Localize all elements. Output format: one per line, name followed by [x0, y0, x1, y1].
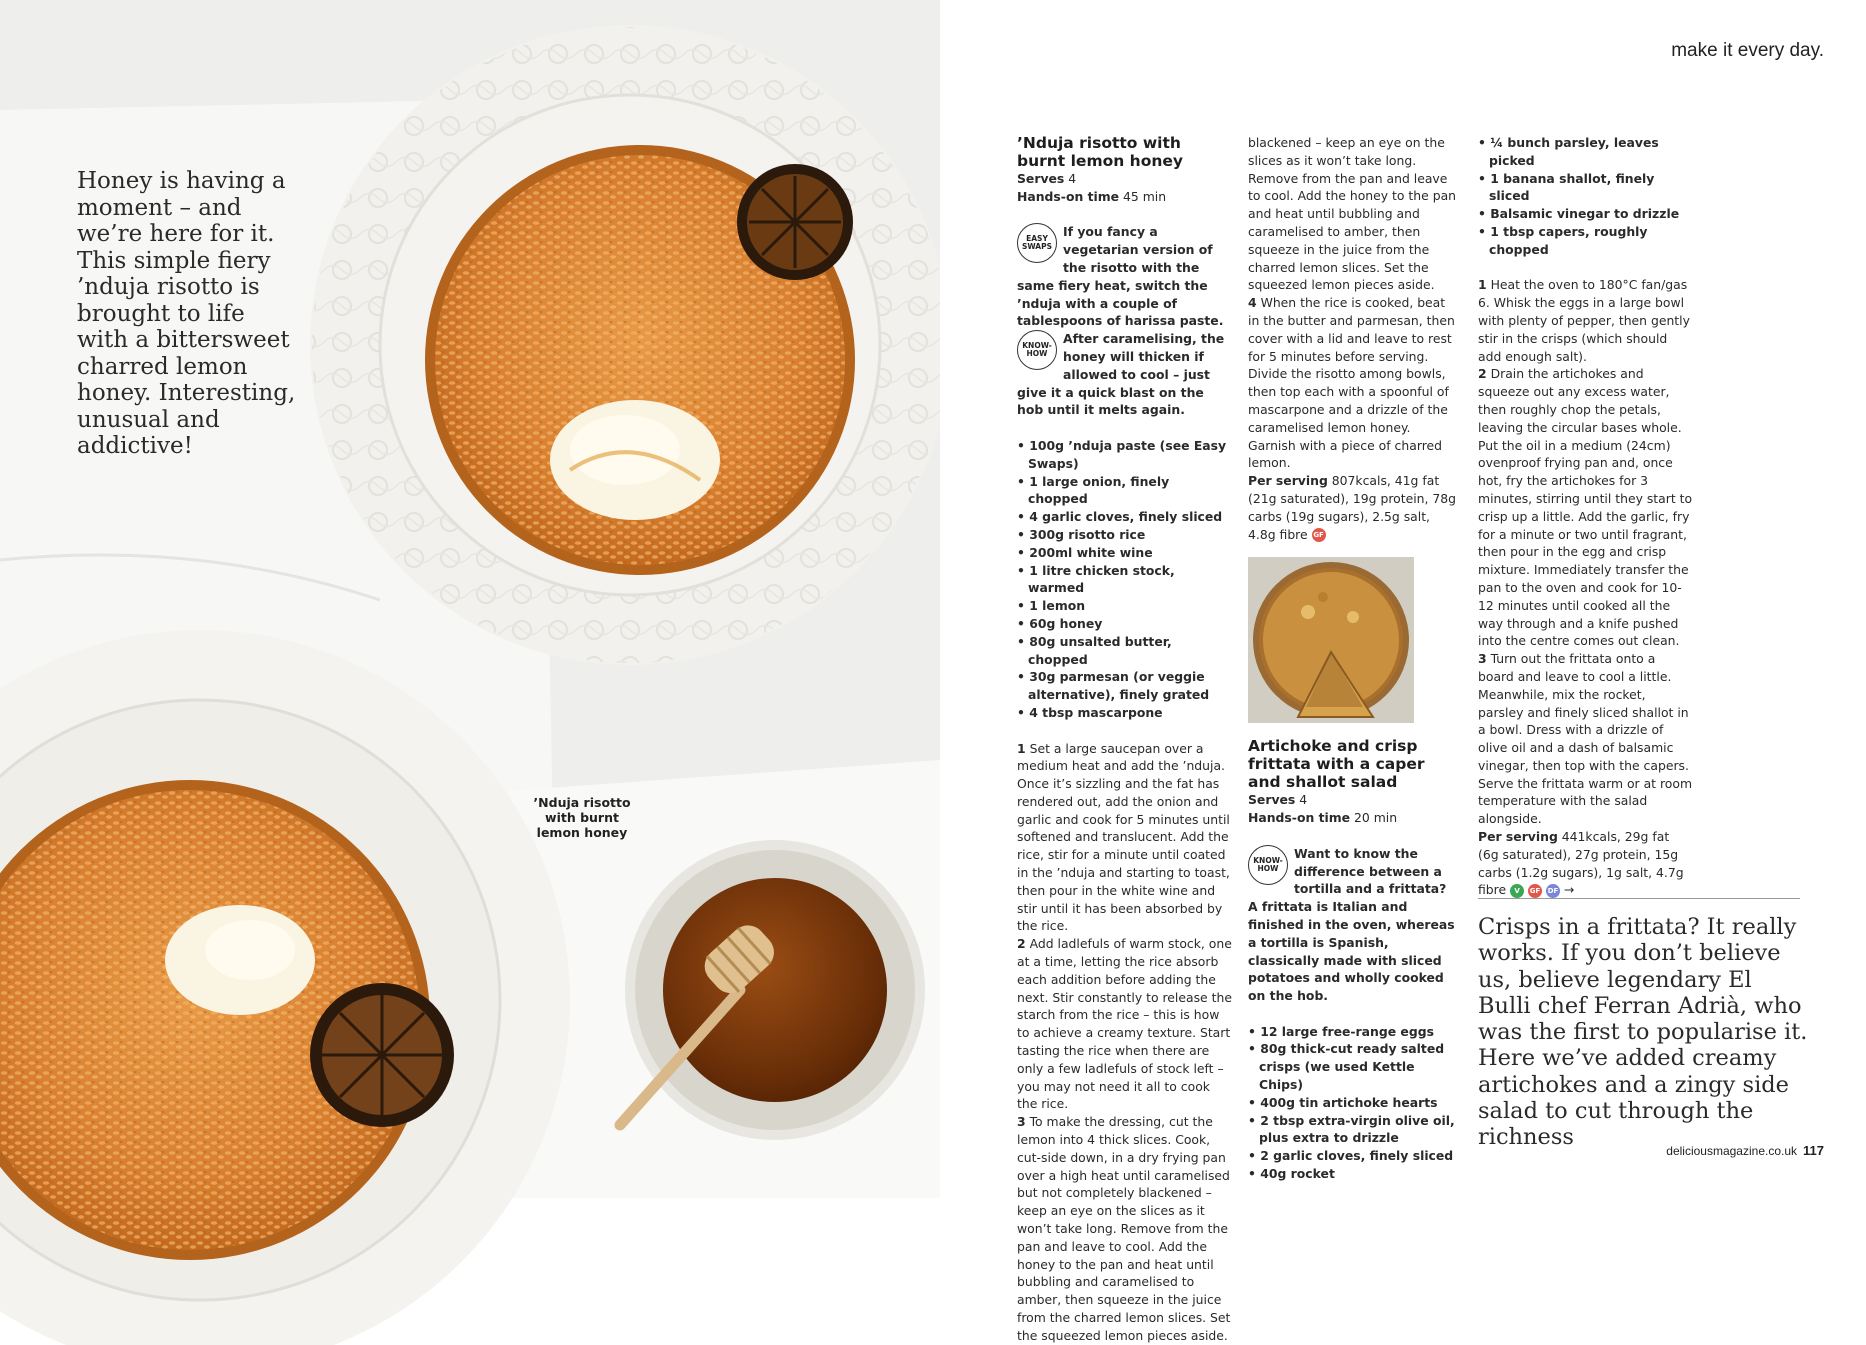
know-how-badge: KNOW-HOW	[1017, 330, 1057, 370]
recipe2-step-3	[1478, 650, 1693, 828]
step-text: Drain the artichokes and squeeze out any excess water, then roughly chop the petals, leaving the circular bases whole. Put the oil in a medium (24cm) ovenproof frying pan and, once hot, fry the artichokes for 3 minutes, stirring until they start to crisp up a little. Add the garlic, fry for a minute or two until fragrant, then pour in the egg and crisp mixture. Immediately transfer the pan to the oven and cook for 10-12 minutes until cooked all the way through and a knife pushed into the centre comes out clean.	[1478, 366, 1693, 649]
ingredient-item: • 2 garlic cloves, finely sliced	[1248, 1147, 1458, 1165]
page-number: 117	[1803, 1143, 1824, 1158]
column-3	[1478, 134, 1693, 899]
easy-swaps-text: If you fancy a vegetarian version of the risotto with the same fiery heat, switch the ’nduja with a couple of tablespoons of harissa paste.	[1017, 224, 1224, 329]
time-label: Hands-on time	[1248, 810, 1351, 826]
ingredient-item: • 80g thick-cut ready salted crisps (we used Kettle Chips)	[1248, 1040, 1458, 1093]
step-number: 2	[1478, 366, 1487, 382]
nutrition-label: Per serving	[1248, 473, 1328, 489]
time-value: 45 min	[1123, 188, 1167, 204]
recipe1-time	[1017, 188, 1232, 206]
ingredient-item: • 12 large free-range eggs	[1248, 1023, 1458, 1041]
page-footer	[1666, 1143, 1824, 1158]
recipe2-ingredients-continued	[1478, 134, 1693, 259]
recipe1-step-3	[1017, 1113, 1232, 1343]
ingredient-item: • 1 large onion, finely chopped	[1017, 473, 1232, 509]
frittata-photo	[1248, 557, 1414, 723]
ingredient-item: • 200ml white wine	[1017, 544, 1232, 562]
recipe2-time	[1248, 809, 1458, 827]
recipe2-nutrition	[1478, 828, 1693, 899]
ingredient-item: • 1 lemon	[1017, 597, 1232, 615]
ingredient-item: • 60g honey	[1017, 615, 1232, 633]
ingredient-item: • 2 tbsp extra-virgin olive oil, plus extra to drizzle	[1248, 1112, 1458, 1148]
photo-caption: ’Nduja risotto with burnt lemon honey	[533, 795, 631, 840]
column-2	[1248, 134, 1458, 1183]
know-how-answer: A frittata is Italian and finished in the oven, whereas a tortilla is Spanish, classically made with sliced potatoes and wholly cooked on the hob.	[1248, 899, 1455, 1004]
know-how-badge: KNOW-HOW	[1248, 845, 1288, 885]
serves-label: Serves	[1017, 171, 1065, 186]
dairy-free-badge: DF	[1546, 884, 1560, 898]
know-how-tip	[1017, 330, 1232, 419]
text-page	[940, 0, 1866, 1343]
step-text: Turn out the frittata onto a board and leave to cool a little. Meanwhile, mix the rocket, parsley and finely sliced shallot in a bowl. Dress with a drizzle of olive oil and a dash of balsamic vinegar, then top with the capers. Serve the frittata warm or at room temperature with the salad alongside.	[1478, 651, 1693, 827]
nutrition-text: 807kcals, 41g fat (21g saturated), 19g protein, 78g carbs (19g sugars), 2.5g salt, 4.8g fibre	[1248, 473, 1457, 542]
nutrition-text: 441kcals, 29g fat (6g saturated), 27g protein, 15g carbs (1.2g sugars), 1g salt, 4.7g fibre	[1478, 829, 1684, 898]
recipe2-step-1	[1478, 276, 1693, 365]
know-how-question: Want to know the difference between a tortilla and a frittata?	[1294, 845, 1447, 897]
ingredient-item: • 300g risotto rice	[1017, 526, 1232, 544]
recipe2-ingredients	[1248, 1023, 1458, 1183]
step-text: Set a large saucepan over a medium heat and add the ’nduja. Once it’s sizzling and the fat has rendered out, add the onion and garlic and cook for 5 minutes until softened and translucent. Add the rice, stir for a minute until coated in the ’nduja and starting to toast, then pour in the white wine and stir until it has been absorbed by the rice.	[1017, 740, 1230, 934]
time-value: 20 min	[1354, 810, 1398, 826]
recipe1-step-1	[1017, 740, 1232, 936]
step-text: When the rice is cooked, beat in the butter and parmesan, then cover with a lid and leave to rest for 5 minutes before serving. Divide the risotto among bowls, then top each with a spoonful of mascarpone and a drizzle of the caramelised lemon honey. Garnish with a piece of charred lemon.	[1248, 295, 1455, 471]
ingredient-item: • 1 tbsp capers, roughly chopped	[1478, 223, 1693, 259]
ingredient-item: • 1 litre chicken stock, warmed	[1017, 562, 1232, 598]
ingredient-item: • Balsamic vinegar to drizzle	[1478, 205, 1693, 223]
recipe2-serves	[1248, 791, 1458, 809]
ingredient-item: • 40g rocket	[1248, 1165, 1458, 1183]
ingredient-item: • 4 tbsp mascarpone	[1017, 704, 1232, 722]
step-text: Heat the oven to 180°C fan/gas 6. Whisk the eggs in a large bowl with plenty of pepper, then gently stir in the crisps (which should add enough salt).	[1478, 277, 1690, 364]
recipe1-ingredients	[1017, 437, 1232, 722]
pull-quote-divider	[1478, 898, 1800, 899]
top-plate	[310, 25, 950, 665]
ingredient-item: • 1 banana shallot, finely sliced	[1478, 170, 1693, 206]
footer-site: deliciousmagazine.co.uk	[1666, 1144, 1798, 1158]
recipe1-step-2	[1017, 935, 1232, 1113]
serves-label: Serves	[1248, 792, 1296, 808]
recipe1-serves	[1017, 170, 1232, 188]
recipe1-title: ’Nduja risotto with burnt lemon honey	[1017, 134, 1184, 170]
know-how-text: After caramelising, the honey will thicken if allowed to cool – just give it a quick blast on the hob until it melts again.	[1017, 331, 1225, 418]
photo-page	[0, 0, 940, 1198]
ingredient-item: • 400g tin artichoke hearts	[1248, 1094, 1458, 1112]
time-label: Hands-on time	[1017, 188, 1120, 204]
gluten-free-badge: GF	[1312, 528, 1326, 542]
serves-value: 4	[1299, 792, 1308, 808]
ingredient-item: • 4 garlic cloves, finely sliced	[1017, 508, 1232, 526]
step-text: To make the dressing, cut the lemon into 4 thick slices. Cook, cut-side down, in a dry frying pan over a high heat until caramelised but not completely blackened – keep an eye on the slices as it won’t take long. Remove from the pan and leave to cool. Add the honey to the pan and heat until bubbling and caramelised to amber, then squeeze in the juice from the charred lemon slices. Set the squeezed lemon pieces aside.	[1017, 1114, 1231, 1343]
gluten-free-badge: GF	[1528, 884, 1542, 898]
intro-text: Honey is having a moment – and we’re here for it. This simple fiery ’nduja risotto is brought to life with a bittersweet charred lemon honey. Interesting, unusual and addictive!	[77, 168, 296, 459]
step-number: 1	[1478, 277, 1487, 293]
recipe1-nutrition	[1248, 472, 1458, 543]
tagline: make it every day.	[1671, 40, 1824, 61]
recipe2-step-2	[1478, 365, 1693, 650]
step-text: Add ladlefuls of warm stock, one at a time, letting the rice absorb each addition before adding the next. Stir constantly to release the starch from the rice – this is how to achieve a creamy texture. Start tasting the rice when there are only a few ladlefuls of stock left – you may not need it all to cook the rice.	[1017, 936, 1232, 1112]
recipe2-title: Artichoke and crisp frittata with a caper and shallot salad	[1248, 737, 1425, 792]
serves-value: 4	[1068, 171, 1077, 186]
ingredient-item: • 80g unsalted butter, chopped	[1017, 633, 1232, 669]
frittata-image	[1248, 557, 1414, 723]
ingredient-item: • 100g ’nduja paste (see Easy Swaps)	[1017, 437, 1232, 473]
recipe2-know-how-tip	[1248, 845, 1458, 1005]
step-number: 3	[1017, 1114, 1026, 1130]
easy-swaps-badge: EASY SWAPS	[1017, 223, 1057, 263]
step-number: 1	[1017, 740, 1026, 756]
ingredient-item: • ¼ bunch parsley, leaves picked	[1478, 134, 1693, 170]
step-number: 3	[1478, 651, 1487, 667]
vegetarian-badge: V	[1510, 884, 1524, 898]
recipe1-step-3-continued: blackened – keep an eye on the slices as it won’t take long. Remove from the pan and leave to cool. Add the honey to the pan and heat until bubbling and caramelised to amber, then squeeze in the juice from the charred lemon slices. Set the squeezed lemon pieces aside.	[1248, 135, 1457, 293]
pull-quote: Crisps in a frittata? It really works. If you don’t believe us, believe legendary El Bulli chef Ferran Adrià, who was the first to popularise it. Here we’ve added creamy artichokes and a zingy side salad to cut through the richness	[1478, 914, 1808, 1151]
column-1	[1017, 134, 1232, 1343]
continue-arrow-icon: →	[1563, 882, 1575, 898]
step-number: 2	[1017, 936, 1026, 952]
easy-swaps-tip	[1017, 223, 1232, 330]
nutrition-label: Per serving	[1478, 829, 1558, 845]
step-number: 4	[1248, 295, 1257, 311]
ingredient-item: • 30g parmesan (or veggie alternative), finely grated	[1017, 668, 1232, 704]
recipe1-step-4	[1248, 294, 1458, 472]
